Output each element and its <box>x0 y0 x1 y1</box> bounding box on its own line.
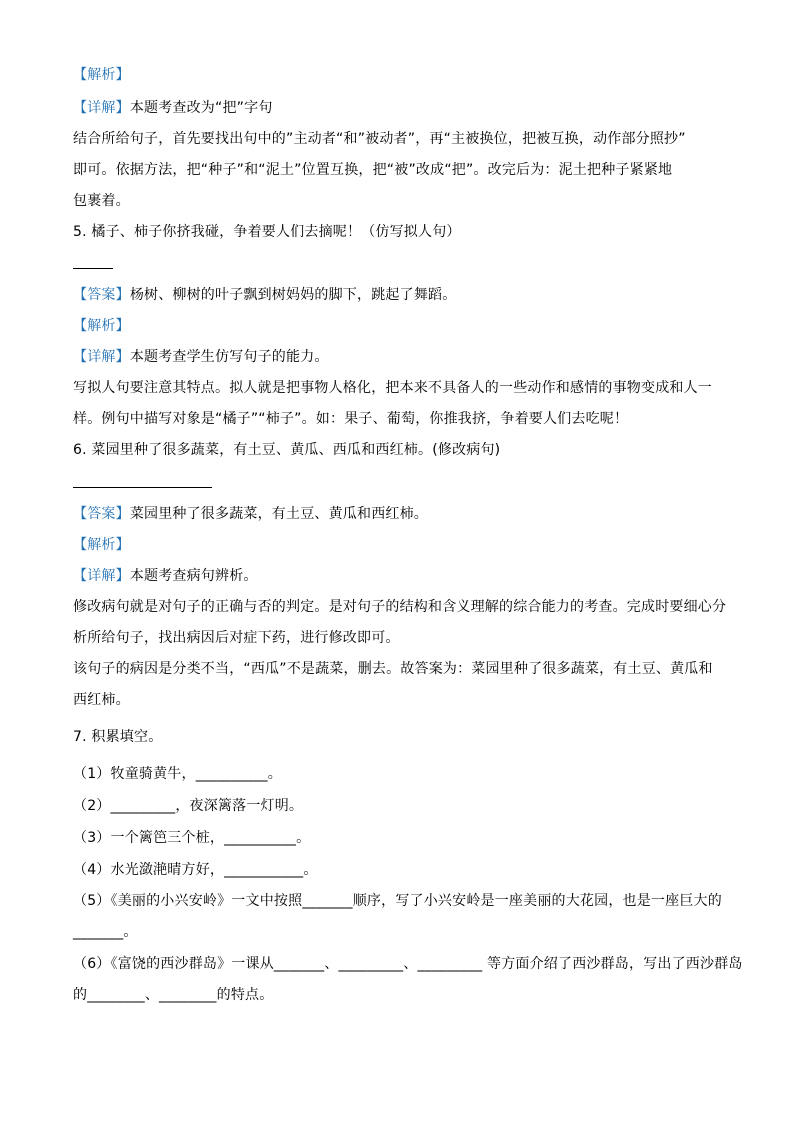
fill-blank: __________ <box>224 830 297 846</box>
fill-item-text: （1）牧童骑黄牛， <box>73 766 196 782</box>
detail-text: 本题考查病句辨析。 <box>129 568 258 584</box>
explanation-paragraph: 包裹着。 <box>73 193 130 209</box>
answer-text: 杨树、柳树的叶子飘到树妈妈的脚下，跳起了舞蹈。 <box>129 287 457 303</box>
detail-tag: 【详解】 <box>73 349 130 365</box>
fill-item-text: 顺序，写了小兴安岭是一座美丽的大花园，也是一座巨大的 <box>352 893 722 909</box>
answer-tag: 【答案】 <box>73 287 130 303</box>
detail-line <box>73 98 724 118</box>
analysis-tag: 【解析】 <box>73 537 130 553</box>
fill-item-text: 的特点。 <box>216 987 274 1003</box>
fill-item-text: （5）《美丽的小兴安岭》一文中按照 <box>73 893 303 909</box>
fill-item-text: 。 <box>267 766 282 782</box>
fill-item-text: 。 <box>303 862 318 878</box>
answer-line <box>73 504 724 524</box>
detail-tag: 【详解】 <box>73 568 130 584</box>
fill-item-4 <box>73 860 724 880</box>
detail-line <box>73 347 724 367</box>
question-5: 5. 橘子、柿子你挤我碰，争着要人们去摘呢！（仿写拟人句） <box>73 224 461 240</box>
answer-text: 菜园里种了很多蔬菜，有土豆、黄瓜和西红柿。 <box>129 506 429 522</box>
fill-item-text: 的 <box>73 987 88 1003</box>
fill-blank: _________ <box>110 798 176 814</box>
fill-item-5-cont <box>73 922 724 942</box>
explanation-paragraph: 析所给句子，找出病因后对症下药，进行修改即可。 <box>73 630 400 646</box>
fill-item-1 <box>73 764 724 784</box>
explanation-paragraph: 该句子的病因是分类不当，“西瓜”不是蔬菜，删去。故答案为：菜园里种了很多蔬菜，有土豆、黄瓜和 <box>73 661 713 677</box>
detail-line <box>73 566 724 586</box>
fill-blank: _________ <box>417 956 483 972</box>
detail-text: 本题考查学生仿写句子的能力。 <box>129 349 329 365</box>
fill-item-text: （4）水光潋滟晴方好， <box>73 862 225 878</box>
fill-item-text: 等方面介绍了西沙群岛，写出了西沙群岛 <box>482 956 743 972</box>
fill-item-text: ，夜深篱落一灯明。 <box>175 798 304 814</box>
answer-blank-line <box>73 487 212 488</box>
fill-item-text: 、 <box>144 987 160 1003</box>
fill-item-text: （3）一个篱笆三个桩， <box>73 830 225 846</box>
fill-item-text: （6）《富饶的西沙群岛》一课从 <box>73 956 274 972</box>
fill-item-6 <box>73 954 743 974</box>
explanation-paragraph: 样。例句中描写对象是“橘子”“柿子”。如：果子、葡萄，你推我挤，争着要人们去吃呢！ <box>73 411 629 427</box>
fill-blank: ________ <box>87 987 145 1003</box>
analysis-tag: 【解析】 <box>73 67 130 83</box>
explanation-paragraph: 写拟人句要注意其特点。拟人就是把事物人格化，把本来不具备人的一些动作和感情的事物变成和人一 <box>73 380 712 396</box>
fill-item-6-cont <box>73 985 724 1005</box>
question-6: 6. 菜园里种了很多蔬菜，有土豆、黄瓜、西瓜和西红柿。(修改病句) <box>73 442 501 458</box>
fill-item-2 <box>73 796 724 816</box>
detail-text: 本题考查改为“把”字句 <box>129 100 273 116</box>
explanation-paragraph: 西红柿。 <box>73 692 130 708</box>
explanation-paragraph: 结合所给句子，首先要找出句中的”主动者“和”被动者”，再“主被换位，把被互换，动作部分照抄” <box>73 131 686 147</box>
fill-blank: _______ <box>273 956 325 972</box>
fill-item-text: 、 <box>324 956 339 972</box>
fill-item-5 <box>73 891 724 911</box>
fill-item-text: （2） <box>73 798 111 814</box>
fill-item-text: 。 <box>296 830 311 846</box>
fill-blank: _______ <box>73 924 124 940</box>
answer-line <box>73 285 724 305</box>
fill-blank: _______ <box>302 893 353 909</box>
answer-tag: 【答案】 <box>73 506 130 522</box>
analysis-tag: 【解析】 <box>73 318 130 334</box>
fill-blank: _________ <box>338 956 404 972</box>
fill-item-text: 。 <box>123 924 138 940</box>
question-7: 7. 积累填空。 <box>73 729 163 745</box>
fill-blank: __________ <box>195 766 268 782</box>
fill-item-text: 、 <box>403 956 418 972</box>
fill-blank: ___________ <box>224 862 304 878</box>
explanation-paragraph: 修改病句就是对句子的正确与否的判定。是对句子的结构和含义理解的综合能力的考查。完成时要细心分 <box>73 599 727 615</box>
detail-tag: 【详解】 <box>73 100 130 116</box>
fill-blank: ________ <box>159 987 217 1003</box>
explanation-paragraph: 即可。依据方法，把“种子”和“泥土”位置互换，把“被”改成“把”。改完后为：泥土把种子紧紧地 <box>73 162 673 178</box>
answer-blank-line <box>73 268 113 269</box>
fill-item-3 <box>73 828 724 848</box>
